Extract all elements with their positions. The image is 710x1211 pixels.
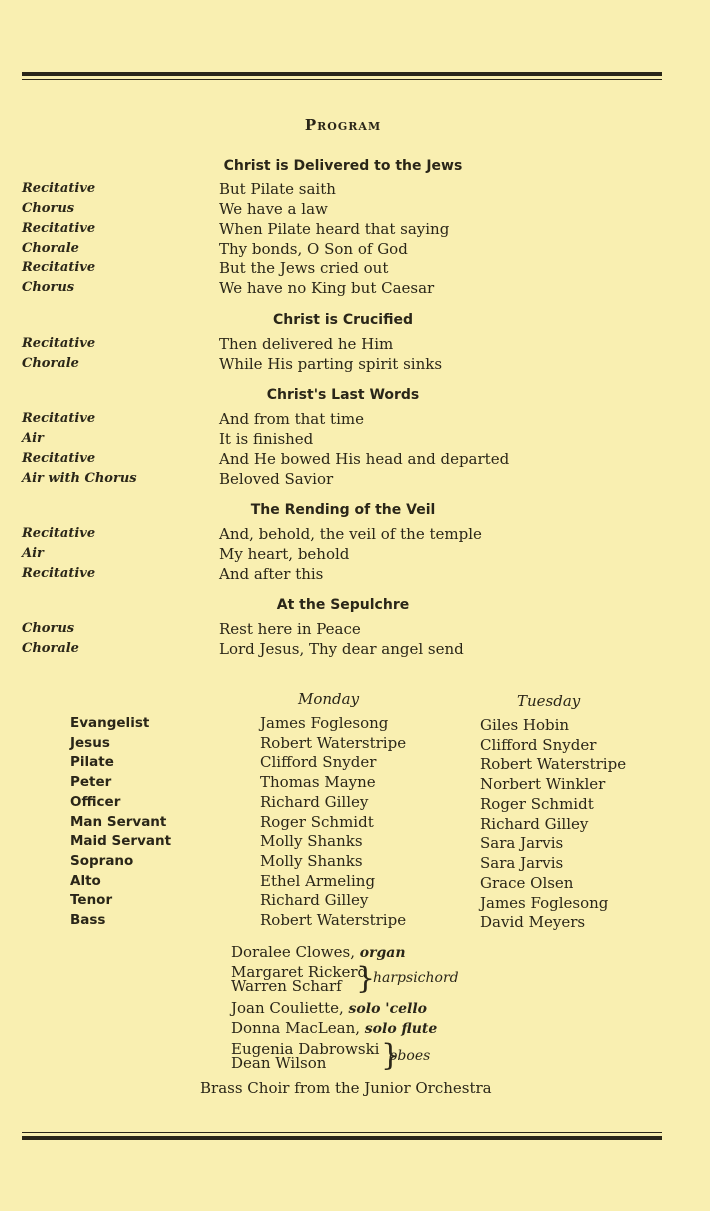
musician-name: Warren Scharf: [231, 977, 342, 995]
musician-harpsichord: [231, 961, 459, 996]
instrument-label: organ: [359, 945, 406, 961]
movement-title: My heart, behold: [219, 545, 350, 563]
musician-name: Margaret Rickerd: [231, 963, 368, 981]
movement-type: Chorale: [22, 641, 79, 656]
movement-type: Recitative: [22, 260, 96, 275]
cast-monday: Ethel Armeling: [260, 872, 376, 890]
movement-type: Recitative: [22, 566, 96, 581]
day-heading-monday: Monday: [298, 690, 360, 708]
musician-name: Joan Couliette,: [231, 999, 344, 1017]
cast-tuesday: Norbert Winkler: [480, 775, 606, 793]
movement-title: And from that time: [219, 410, 364, 428]
instrument-label: harpsichord: [373, 970, 459, 986]
section-heading: Christ is Crucified: [273, 312, 413, 328]
movement-title: We have a law: [219, 200, 328, 218]
movement-type: Air: [22, 546, 44, 561]
movement-type: Recitative: [22, 451, 96, 466]
cast-tuesday: Clifford Snyder: [480, 736, 597, 754]
movement-type: Chorus: [22, 621, 75, 636]
movement-title: Rest here in Peace: [219, 620, 361, 638]
movement-title: Thy bonds, O Son of God: [219, 240, 408, 258]
movement-title: Beloved Savior: [219, 470, 334, 488]
brace-icon: }: [356, 961, 376, 996]
cast-monday: Molly Shanks: [260, 832, 363, 850]
musician-name: Dean Wilson: [231, 1054, 327, 1072]
musician-cello: [231, 999, 427, 1017]
cast-tuesday: Sara Jarvis: [480, 854, 564, 872]
cast-monday: Thomas Mayne: [260, 773, 376, 791]
bottom-rule: [22, 1132, 662, 1140]
musician-name: Doralee Clowes,: [231, 943, 355, 961]
movement-title: But Pilate saith: [219, 180, 336, 198]
movement-type: Chorus: [22, 280, 75, 295]
cast-tuesday: Sara Jarvis: [480, 834, 564, 852]
cast-tuesday: Richard Gilley: [480, 815, 589, 833]
movement-type: Recitative: [22, 181, 96, 196]
day-heading-tuesday: Tuesday: [517, 692, 581, 710]
movement-type: Chorale: [22, 241, 79, 256]
brass-choir-credit: Brass Choir from the Junior Orchestra: [200, 1079, 492, 1097]
cast-monday: Richard Gilley: [260, 891, 369, 909]
movement-type: Recitative: [22, 526, 96, 541]
cast-role: Bass: [70, 912, 106, 928]
movement-title: When Pilate heard that saying: [219, 220, 450, 238]
movement-type: Chorus: [22, 201, 75, 216]
cast-monday: Molly Shanks: [260, 852, 363, 870]
cast-role: Maid Servant: [70, 833, 172, 849]
musician-name: Donna MacLean,: [231, 1019, 361, 1037]
movement-type: Chorale: [22, 356, 79, 371]
musician-organ: [231, 943, 406, 961]
instrument-label: solo flute: [364, 1021, 438, 1037]
cast-role: Tenor: [70, 892, 113, 908]
movement-title: And after this: [219, 565, 324, 583]
movement-title: Then delivered he Him: [219, 335, 394, 353]
cast-role: Pilate: [70, 754, 114, 770]
cast-tuesday: Roger Schmidt: [480, 795, 594, 813]
musician-name: Eugenia Dabrowski: [231, 1040, 380, 1058]
cast-role: Jesus: [70, 735, 110, 751]
cast-role: Soprano: [70, 853, 134, 869]
cast-tuesday: James Foglesong: [480, 894, 609, 912]
cast-monday: Robert Waterstripe: [260, 911, 407, 929]
top-rule: [22, 72, 662, 80]
cast-role: Officer: [70, 794, 121, 810]
movement-title: Lord Jesus, Thy dear angel send: [219, 640, 464, 658]
section-heading: Christ's Last Words: [266, 387, 420, 403]
cast-tuesday: Giles Hobin: [480, 716, 570, 734]
cast-monday: Clifford Snyder: [260, 753, 377, 771]
cast-tuesday: David Meyers: [480, 913, 586, 931]
cast-role: Man Servant: [70, 814, 167, 830]
cast-role: Evangelist: [70, 715, 150, 731]
cast-monday: Roger Schmidt: [260, 813, 374, 831]
musician-flute: [231, 1019, 437, 1037]
movement-title: And He bowed His head and departed: [219, 450, 510, 468]
instrument-label: solo 'cello: [348, 1001, 427, 1017]
cast-tuesday: Robert Waterstripe: [480, 755, 627, 773]
movement-type: Recitative: [22, 411, 96, 426]
movement-title: And, behold, the veil of the temple: [219, 525, 482, 543]
movement-type: Recitative: [22, 221, 96, 236]
brace-icon: }: [381, 1038, 401, 1073]
cast-monday: James Foglesong: [260, 714, 389, 732]
movement-title: It is finished: [219, 430, 314, 448]
instrument-label: oboes: [389, 1048, 431, 1064]
cast-tuesday: Grace Olsen: [480, 874, 574, 892]
section-heading: Christ is Delivered to the Jews: [223, 158, 463, 174]
musician-oboes: [231, 1038, 431, 1073]
cast-role: Peter: [70, 774, 112, 790]
cast-monday: Robert Waterstripe: [260, 734, 407, 752]
movement-title: While His parting spirit sinks: [219, 355, 443, 373]
section-heading: The Rending of the Veil: [250, 502, 436, 518]
movement-type: Recitative: [22, 336, 96, 351]
cast-role: Alto: [70, 873, 101, 889]
section-heading: At the Sepulchre: [276, 597, 410, 613]
cast-monday: Richard Gilley: [260, 793, 369, 811]
movement-title: We have no King but Caesar: [219, 279, 435, 297]
movement-type: Air: [22, 431, 44, 446]
page-title: Program: [304, 116, 382, 134]
movement-title: But the Jews cried out: [219, 259, 389, 277]
movement-type: Air with Chorus: [22, 471, 137, 486]
